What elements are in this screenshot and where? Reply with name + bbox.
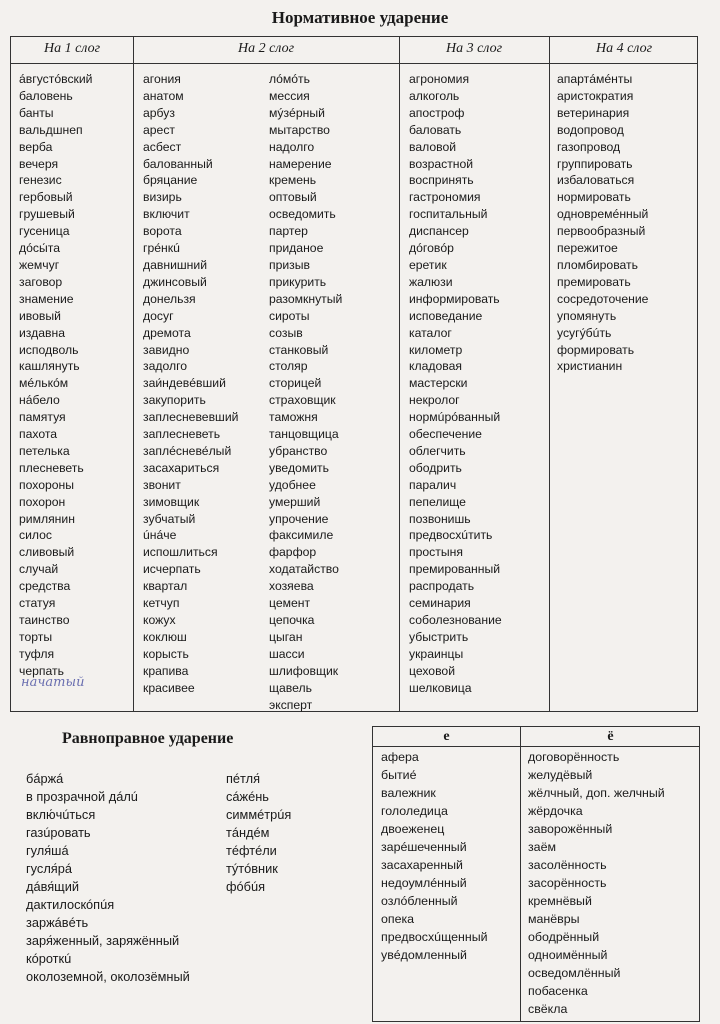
word-item: заплесневевший — [143, 410, 239, 425]
word-item: áвгустóвский — [19, 72, 93, 86]
word-item: шелковица — [409, 680, 472, 695]
word-item: лóмóть — [269, 72, 310, 86]
word-item: черпать — [19, 663, 64, 678]
word-item: жалюзи — [409, 274, 453, 289]
word-item: туфля — [19, 646, 55, 661]
word-item: цепочка — [269, 613, 315, 627]
syllable-1-list — [19, 71, 93, 680]
word-item: кремнёвый — [528, 894, 592, 908]
word-item: визирь — [143, 190, 182, 205]
word-item: столяр — [269, 359, 308, 374]
word-item: случай — [19, 562, 59, 577]
word-item: позвонишь — [409, 511, 471, 526]
word-item: заи́ндевéвший — [143, 376, 226, 391]
word-item: кремень — [269, 173, 317, 188]
word-item: еретик — [409, 257, 447, 272]
word-item: петелька — [19, 443, 70, 458]
word-item: одноимённый — [528, 948, 608, 962]
word-item: грушевый — [19, 207, 75, 222]
word-item: госпитальный — [409, 207, 488, 222]
word-item: недоумлéнный — [381, 876, 467, 890]
word-item: засолённость — [528, 858, 607, 872]
word-item: гусля́рá — [26, 861, 72, 876]
word-item: симмéтрúя — [226, 807, 292, 822]
word-item: заплéсневе́лый — [143, 443, 232, 458]
word-item: шлифовщик — [269, 663, 339, 678]
word-item: увéдомленный — [381, 948, 467, 962]
word-item: кожух — [143, 613, 176, 627]
word-item: гусеница — [19, 224, 70, 239]
word-item: цеховой — [409, 663, 456, 678]
word-item: побасенка — [528, 984, 588, 998]
word-item: таинство — [19, 613, 70, 627]
word-item: первообразный — [557, 224, 646, 239]
word-item: упомянуть — [557, 308, 617, 323]
word-item: дóсы́та — [19, 241, 60, 256]
word-item: желудёвый — [528, 768, 593, 782]
word-item: звонит — [143, 477, 181, 492]
word-item: в прозрачной дáлú — [26, 789, 138, 804]
word-item: жёлчный, доп. желчный — [528, 786, 665, 800]
word-item: включит — [143, 207, 190, 222]
word-item: силос — [19, 528, 53, 543]
word-item: жемчуг — [19, 257, 60, 272]
word-item: премировать — [557, 274, 631, 289]
word-item: двоеженец — [381, 822, 445, 836]
syllable-3-list — [409, 71, 502, 697]
header-yo: ё — [607, 729, 614, 744]
column-divider — [399, 37, 400, 711]
column-divider — [133, 37, 134, 711]
header-e: е — [443, 729, 450, 744]
word-item: валежник — [381, 786, 436, 800]
word-item: пепелище — [409, 494, 466, 509]
word-item: исповедание — [409, 308, 483, 323]
header-syllable-2: На 2 слог — [237, 41, 295, 56]
word-item: заворожённый — [528, 822, 613, 836]
word-item: километр — [409, 342, 463, 357]
syllable-2-list-b — [269, 71, 342, 713]
word-item: сторицей — [269, 376, 322, 391]
word-item: памятуя — [19, 410, 66, 425]
word-item: удобнее — [269, 477, 316, 492]
word-item: мытарство — [269, 122, 330, 137]
word-item: таможня — [269, 410, 318, 425]
word-item: баловать — [409, 122, 462, 137]
word-item: сáжéнь — [226, 789, 269, 804]
word-item: гуля́шá — [26, 843, 69, 858]
word-item: дóговóр — [409, 241, 454, 256]
word-item: газопровод — [557, 139, 621, 154]
word-item: информировать — [409, 291, 500, 306]
word-item: тéфтéли — [226, 843, 277, 858]
word-item: агрономия — [409, 72, 470, 86]
word-item: каталог — [409, 325, 452, 340]
word-item: околоземной, околозёмный — [26, 969, 190, 984]
syllable-2-list-a — [143, 71, 238, 697]
word-item: тýтóвник — [226, 861, 278, 876]
word-item: формировать — [557, 342, 635, 357]
page-title: Нормативное ударение — [271, 8, 449, 27]
word-item: исчерпать — [143, 562, 201, 577]
word-item: манёвры — [528, 912, 580, 926]
word-item: пахота — [19, 427, 58, 442]
word-item: соболезнование — [409, 613, 502, 627]
word-item: цемент — [269, 596, 311, 611]
word-item: воспринять — [409, 173, 474, 188]
word-item: ветеринария — [557, 105, 630, 120]
word-item: озлóбленный — [381, 894, 458, 908]
word-item: испошлиться — [143, 545, 218, 560]
word-item: кóроткú — [26, 951, 72, 966]
word-item: тáндéм — [226, 825, 270, 840]
word-item: вклю́чúться — [26, 807, 96, 822]
word-item: ободрённый — [528, 930, 600, 944]
word-item: одновремéнный — [557, 207, 649, 222]
word-item: ходатайство — [269, 562, 339, 577]
equal-stress-list-b — [226, 770, 291, 896]
word-item: предвосхúщенный — [381, 930, 488, 944]
word-item: станковый — [269, 342, 329, 357]
word-item: премированный — [409, 562, 501, 577]
word-item: исподволь — [19, 342, 79, 357]
word-item: засахаренный — [381, 858, 463, 872]
word-item: ивовый — [19, 308, 61, 323]
word-item: заря́женный, заряжённый — [26, 933, 180, 948]
word-item: пломбировать — [557, 257, 638, 272]
word-item: обеспечение — [409, 427, 482, 442]
word-item: созыв — [269, 325, 303, 340]
word-item: мастерски — [409, 376, 468, 391]
header-syllable-4: На 4 слог — [595, 41, 653, 56]
word-item: корысть — [143, 646, 189, 661]
word-item: знамение — [19, 291, 74, 306]
word-item: кладовая — [409, 359, 462, 374]
word-item: апостроф — [409, 105, 465, 120]
equal-stress-list-a — [26, 770, 190, 986]
word-item: гололедица — [381, 804, 448, 818]
word-item: агония — [143, 72, 181, 86]
word-item: сливовый — [19, 545, 75, 560]
word-item: некролог — [409, 393, 460, 408]
equal-stress-title: Равноправное ударение — [62, 730, 234, 747]
column-divider — [520, 727, 521, 1021]
word-item: осведомлённый — [528, 966, 621, 980]
word-item: простыня — [409, 545, 463, 560]
word-item: предвосхúтить — [409, 528, 493, 543]
word-item: торты — [19, 629, 53, 644]
word-item: умерший — [269, 494, 321, 509]
word-item: пéтля́ — [226, 771, 261, 786]
e-yo-table — [372, 726, 700, 1022]
syllable-4-list — [557, 71, 648, 375]
word-item: засахариться — [143, 460, 220, 475]
word-item: римлянин — [19, 511, 75, 526]
word-item: украинцы — [409, 646, 464, 661]
word-item: задолго — [143, 359, 188, 374]
word-item: джинсовый — [143, 274, 207, 289]
word-item: партер — [269, 224, 308, 239]
word-item: упрочение — [269, 511, 329, 526]
word-item: досуг — [143, 308, 174, 323]
word-item: похорон — [19, 494, 66, 509]
word-item: заём — [528, 840, 556, 854]
word-item: издавна — [19, 325, 66, 340]
word-item: давнишний — [143, 257, 208, 272]
word-item: прикурить — [269, 274, 327, 289]
word-item: страховщик — [269, 393, 336, 408]
word-item: бряцание — [143, 173, 198, 188]
word-item: сироты — [269, 308, 310, 323]
word-item: призыв — [269, 257, 311, 272]
word-item: уведомить — [269, 460, 329, 475]
word-item: закупорить — [143, 393, 206, 408]
word-item: квартал — [143, 579, 188, 594]
word-item: оптовый — [269, 190, 317, 205]
word-item: заржáвéть — [26, 915, 89, 930]
word-item: пережитое — [557, 241, 618, 256]
word-item: верба — [19, 139, 53, 154]
word-item: асбест — [143, 139, 182, 154]
word-item: заплесневеть — [143, 427, 221, 442]
word-item: диспансер — [409, 224, 469, 239]
word-item: гербовый — [19, 190, 73, 205]
word-item: арест — [143, 122, 176, 137]
header-divider — [373, 746, 699, 747]
word-item: разомкнутый — [269, 291, 343, 306]
handwritten-note: начатый — [21, 675, 85, 690]
header-divider — [11, 63, 697, 64]
word-item: фарфор — [269, 545, 317, 560]
stress-table — [10, 36, 698, 712]
word-item: избаловаться — [557, 173, 635, 188]
word-item: факсимиле — [269, 528, 334, 543]
word-item: водопровод — [557, 122, 624, 137]
word-item: úнáче — [143, 528, 177, 543]
word-item: нормúрóванный — [409, 410, 501, 425]
yo-list — [528, 748, 665, 1018]
word-item: свёкла — [528, 1002, 568, 1016]
word-item: бáржá — [26, 771, 64, 786]
word-item: распродать — [409, 579, 475, 594]
word-item: семинария — [409, 596, 471, 611]
word-item: дáвя́щий — [26, 879, 79, 894]
word-item: надолго — [269, 139, 315, 154]
word-item: договорённость — [528, 750, 620, 764]
word-item: красивее — [143, 680, 195, 695]
word-item: банты — [19, 105, 54, 120]
word-item: бытие́ — [381, 768, 417, 782]
word-item: афера — [381, 750, 419, 764]
word-item: газúровать — [26, 825, 91, 840]
word-item: плесневеть — [19, 460, 84, 475]
word-item: фóбúя — [226, 879, 266, 894]
word-item: алкоголь — [409, 88, 460, 103]
word-item: донельзя — [143, 291, 196, 306]
word-item: ворота — [143, 224, 182, 239]
word-item: намерение — [269, 156, 332, 171]
word-item: убыстрить — [409, 629, 469, 644]
word-item: зарéшеченный — [381, 840, 467, 854]
word-item: похороны — [19, 477, 75, 492]
word-item: зимовщик — [143, 494, 200, 509]
word-item: ободрить — [409, 460, 462, 475]
word-item: шасси — [269, 646, 305, 661]
word-item: зубчатый — [143, 511, 196, 526]
word-item: паралич — [409, 477, 457, 492]
word-item: аристократия — [557, 88, 634, 103]
word-item: приданое — [269, 241, 324, 256]
word-item: заговор — [19, 274, 63, 289]
word-item: генезис — [19, 173, 62, 188]
word-item: нáбело — [19, 393, 60, 408]
word-item: гастрономия — [409, 190, 481, 205]
word-item: арбуз — [143, 105, 175, 120]
header-syllable-3: На 3 слог — [445, 41, 503, 56]
word-item: жёрдочка — [528, 804, 583, 818]
header-syllable-1: На 1 слог — [43, 41, 101, 56]
word-item: завидно — [143, 342, 190, 357]
word-item: статуя — [19, 596, 56, 611]
word-item: осведомить — [269, 207, 336, 222]
word-item: возрастной — [409, 156, 474, 171]
word-item: гре́нкú — [143, 241, 180, 256]
word-item: группировать — [557, 156, 633, 171]
word-item: танцовщица — [269, 427, 339, 442]
column-divider — [549, 37, 550, 711]
word-item: дактилоскóпúя — [26, 897, 115, 912]
word-item: щавель — [269, 680, 312, 695]
word-item: апартáмéнты — [557, 72, 633, 86]
word-item: средства — [19, 579, 71, 594]
word-item: мессия — [269, 88, 310, 103]
word-item: засорённость — [528, 876, 607, 890]
word-item: эксперт — [269, 697, 313, 712]
word-item: нормировать — [557, 190, 631, 205]
word-item: хозяева — [269, 579, 314, 594]
word-item: баловень — [19, 88, 73, 103]
word-item: балованный — [143, 156, 213, 171]
word-item: крапива — [143, 663, 189, 678]
word-item: сосредоточение — [557, 291, 649, 306]
word-item: убранство — [269, 443, 328, 458]
word-item: мýзéрный — [269, 105, 325, 120]
word-item: кашлянуть — [19, 359, 80, 374]
word-item: коклюш — [143, 629, 187, 644]
word-item: опека — [381, 912, 415, 926]
word-item: кетчуп — [143, 596, 180, 611]
e-list — [381, 748, 488, 964]
word-item: анатом — [143, 88, 184, 103]
word-item: вальдшнеп — [19, 122, 83, 137]
word-item: облегчить — [409, 443, 466, 458]
word-item: валовой — [409, 139, 457, 154]
word-item: вечеря — [19, 156, 59, 171]
word-item: усугу́бúть — [557, 325, 612, 340]
word-item: мéлькóм — [19, 376, 69, 391]
word-item: христианин — [557, 359, 623, 374]
word-item: цыган — [269, 629, 303, 644]
word-item: дремота — [143, 325, 191, 340]
